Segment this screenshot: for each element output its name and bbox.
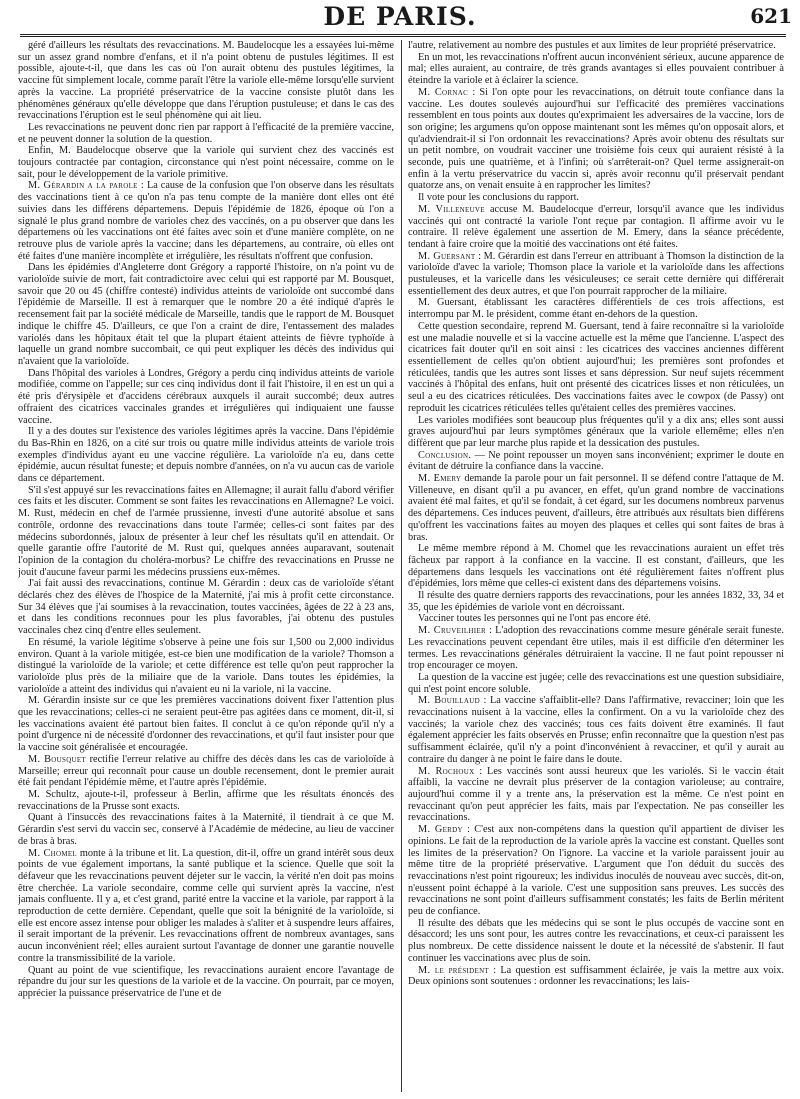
- paragraph-text: Le même membre répond à M. Chomel que les revaccinations auraient un effet très fâcheux par rapport à la confiance en la vaccine. Il est constant, d'ailleurs, que les départemens dans lesquels les vaccinations ont été régulièrement faites n'offrent plus d'épidémies, lors même que celles-ci existent dans des départemens voisins.: [408, 543, 784, 590]
- column-divider: [401, 40, 402, 1092]
- paragraph: [18, 145, 394, 180]
- paragraph-text: : La question est suffisamment éclairée, je vais la mettre aux voix. Deux opinions sont soutenues : ordonner les revaccinations; les lais-: [408, 964, 784, 988]
- paragraph: [18, 695, 394, 754]
- speaker-name: M. Cornac: [418, 86, 469, 98]
- paragraph-text: En résumé, la variole légitime s'observe à peine une fois sur 1,500 ou 2,000 individus environ. Quant à la variole mitigée, est-ce bien une modification de la variole? Thomson a distingué la varioloïde de la variole; et cette différence est telle qu'on peut rapprocher la varioloïde plus près de la miliaire que de la variole. Dans toutes les épidémies, la varioloïde a atteint des individus qui n'avaient eu ni la variole, ni la vaccine.: [18, 636, 394, 695]
- paragraph: [408, 965, 784, 988]
- paragraph: [408, 297, 784, 320]
- paragraph: [18, 485, 394, 579]
- paragraph-text: Il vote pour les conclusions du rapport.: [418, 192, 579, 204]
- paragraph-text: accuse M. Baudelocque d'erreur, lorsqu'il avance que les individus vaccinés qui ont contracté la variole l'ont reçue par contagion. Il affirme avoir vu le contraire. Il relève également une assertion de M. Emery, dans la séance précédente, tendant à faire croire que la moitié des vaccinations ont été faites.: [408, 203, 784, 250]
- paragraph: [18, 180, 394, 262]
- paragraph-text: Quant à l'insuccès des revaccinations faites à la Maternité, il tiendrait à ce que M. Gérardin s'est servi du vaccin sec, conservé à l'Académie de médecine, au lieu de vacciner de bras à bras.: [18, 812, 394, 847]
- paragraph: [18, 754, 394, 789]
- paragraph-text: Cette question secondaire, reprend M. Guersant, tend à faire reconnaître si la varioloïde est une maladie nouvelle et si la vaccine actuelle est la même que l'ancienne. L'aspect des cicatrices fait douter qu'il en soit ainsi : les cicatrices des vaccines anciennes diffèrent essentiellement de celles qu'on obtient aujourd'hui; les premières sont profondes et réticulées, tandis que les autres sont lisses et sans dépression. Sur neuf sujets récemment vaccinés à l'hôpital des enfans, huit ont présenté des cicatrices lisses et non réticulées, un seul a eu des cicatrices réticulées. Des vaccinations faites avec le cowpox (de Passy) ont reproduit les cicatrices réticulées telles qu'étaient celles des premières vaccines.: [408, 320, 784, 414]
- header-rule: [20, 34, 786, 37]
- paragraph-text: En un mot, les revaccinations n'offrent aucun inconvénient sérieux, aucune apparence de mal; elles auraient, au contraire, de très grands avantages si elles pouvaient contribuer à éteindre la variole et à éclairer la science.: [408, 51, 784, 87]
- speaker-name: M. Emery: [418, 473, 462, 485]
- speaker-name: M. Cruveilhier: [418, 625, 486, 637]
- speaker-name: Conclusion.: [418, 449, 472, 461]
- paragraph: [18, 812, 394, 847]
- right-column: [408, 40, 784, 1096]
- speaker-name: M. le président: [418, 964, 490, 976]
- speaker-name: M. Gérardin a la parole :: [28, 180, 145, 192]
- paragraph: [408, 672, 784, 695]
- paragraph: [408, 52, 784, 87]
- paragraph-text: M. Schultz, ajoute-t-il, professeur à Berlin, affirme que les résultats énoncés des revaccinations de la Prusse sont exacts.: [18, 789, 394, 812]
- paragraph: [18, 789, 394, 812]
- paragraph: [408, 204, 784, 251]
- paragraph: [408, 543, 784, 590]
- paragraph-text: Les revaccinations ne peuvent donc rien par rapport à l'efficacité de la première vaccine, et ne peuvent donner la solution de la question.: [18, 121, 394, 145]
- paragraph: [408, 251, 784, 298]
- paragraph-text: M. Gérardin insiste sur ce que les premières vaccinations doivent fixer l'attention plus que les revaccinations; celles-ci ne seraient peut-être pas agitées dans ce moment, dit-il, si les vaccinations avaient été partout bien faites. Il conclut à ce qu'on réponde qu'il n'y a point d'urgence ni de nécessité d'ordonner des revaccinations, et qu'il faut insister pour que la vaccine soit généralisée et encouragée.: [18, 695, 394, 754]
- paragraph-text: l'autre, relativement au nombre des pustules et aux limites de leur propriété préservatrice.: [408, 40, 776, 51]
- paragraph-text: Enfin, M. Baudelocque observe que la variole qui survient chez des vaccinés est toujours contractée par contagion, circonstance qui n'est point nécessaire, comme on le sait, pour le développement de la variole primitive.: [18, 145, 394, 180]
- paragraph-text: : La vaccine s'affaiblit-elle? Dans l'affirmative, revacciner; loin que les revaccinations nuisent à la vaccine, elles la confirment. On a vu la varioloïde chez des vaccinés; la variole chez des vaccinés; tous ces faits doivent être examinés. Il faut également apprécier les faits observés en Prusse; enfin reconnaître que la question n'est pas suffisamment éclairée, qu'il n'y a point d'inconvénient à revacciner, et qu'il y aurait au contraire du danger à ne point le faire dans le doute.: [408, 695, 784, 765]
- paragraph: [408, 766, 784, 825]
- paragraph: [408, 192, 784, 204]
- paragraph-text: : L'adoption des revaccinations comme mesure générale serait funeste. Les revaccinations peuvent cependant être utiles, mais il est difficile d'en déterminer les termes. Les revaccinations générales détruiraient la vaccine. Il ne faut point repousser ni trop encourager ce moyen.: [408, 625, 784, 672]
- paragraph-text: rectifie l'erreur relative au chiffre des décès dans les cas de varioloïde à Marseille; erreur qui reconnaît pour cause un double recensement, dont le premier aurait été fait pendant l'épidémie même, et l'autre après l'épidémie.: [18, 753, 394, 789]
- running-head-title: DE PARIS.: [323, 2, 477, 31]
- paragraph: [408, 415, 784, 450]
- page-header: [0, 0, 800, 34]
- paragraph: [408, 590, 784, 613]
- paragraph-text: — Ne point repousser un moyen sans inconvénient; exprimer le doute en évitant de détruire la confiance dans la vaccine.: [408, 449, 784, 473]
- paragraph: [408, 625, 784, 672]
- page-number: 621: [750, 4, 792, 28]
- paragraph-text: Vacciner toutes les personnes qui ne l'ont pas encore été.: [418, 613, 651, 625]
- paragraph: [18, 578, 394, 637]
- paragraph-text: Dans l'hôpital des varioles à Londres, Grégory a perdu cinq individus atteints de variole modifiée, comme on l'appelle; sur ces cinq individus dont il fait l'histoire, il en est un qui a été pris d'érysipèle et d'accidens cérébraux auxquels il aurait succombé; deux autres offraient des cicatrices vaccinales grandes et irrégulières qui indiquaient une fausse vaccine.: [18, 367, 394, 426]
- paragraph-text: La question de la vaccine est jugée; celle des revaccinations est une question subsidiaire, qui n'est point encore soluble.: [408, 671, 784, 695]
- speaker-name: M. Bousquet: [28, 753, 87, 765]
- paragraph-text: : Si l'on opte pour les revaccinations, on détruit toute confiance dans la vaccine. Les doutes soulevés aujourd'hui sur l'efficacité des premières vaccinations ressemblent en tous points aux doutes qu'exprimaient les adversaires de la vaccine, lors de son origine; les argumens qu'on oppose maintenant sont les mêmes qu'on opposait alors, et qu'adviendrait-il si l'on ordonnait les revaccinations? Après avoir obtenu des résultats sur un petit nombre, on voudrait vacciner une troisième fois ceux qui auraient résisté à la seconde, puis une quatrième, et à l'infini; où s'arrêterait-on? Quel terme assignerait-on enfin à la vertu préservatrice du vaccin si, après avoir reconnu qu'il préservait pendant quatorze ans, on venait ensuite à en rapprocher les limites?: [408, 86, 784, 192]
- paragraph-text: demande la parole pour un fait personnel. Il se défend contre l'attaque de M. Villeneuve, en disant qu'il a pu avancer, en effet, qu'un grand nombre de vaccinations avaient été mal faites, et qu'il se fondait, à cet égard, sur les documens nombreux parvenus des départemens. Ces induces peuvent, d'ailleurs, être attribués aux résultats bien différens qu'offrent les vaccinations faites au moyen des plaques et celles qui sont faites de bras à bras.: [408, 473, 784, 543]
- paragraph-text: J'ai fait aussi des revaccinations, continue M. Gérardin : deux cas de varioloïde s'étant déclarés chez des élèves de l'hospice de la Maternité, j'ai mis à profit cette circonstance. Sur 34 élèves que j'ai soumises à la revaccination, toutes vaccinées, âgées de 22 à 23 ans, et dans les conditions reconnues pour les plus favorables, j'ai obtenu des pustules vaccinales chez cinq d'entre elles seulement.: [18, 578, 394, 637]
- paragraph: [18, 965, 394, 1000]
- paragraph-text: monte à la tribune et lit. La question, dit-il, offre un grand intérêt sous deux points de vue également importans, la santé publique et la science. Quelle que soit la défaveur que les revaccinations peuvent déjeter sur le vaccin, la vérité n'en doit pas moins être cherchée. La variole secondaire, comme celle qui survient après la vaccine, n'est jamais confluente. Il y a, et c'est grand, parité entre la vaccine et la variole, par rapport à la reproduction de cette dernière. Cependant, quelle que soit la bénignité de la varioloïde, si elle est encore assez intense pour obliger les malades à s'aliter et à suspendre leurs affaires, il serait important de la prévenir. Les revaccinations offrent de nombreux avantages, sans aucun inconvénient réel; elles auraient surtout l'avantage de donner une garantie nouvelle contre la transmissibilité de la variole.: [18, 847, 394, 964]
- paragraph-text: Il y a des doutes sur l'existence des varioles légitimes après la vaccine. Dans l'épidémie du Bas-Rhin en 1826, on a cité sur trois ou quatre mille individus atteints de variole trois exemples d'individus ayant eu une vaccine régulière. La varioloïde n'a eu, dans cette épidémie, aucun résultat funeste; et depuis nombre d'années, on n'a vu aucun cas de variole dans ce département.: [18, 426, 394, 485]
- paragraph-text: Il résulte des quatre derniers rapports des revaccinations, pour les années 1832, 33, 34 et 35, que les épidémies de variole vont en décroissant.: [408, 590, 784, 613]
- left-column: [18, 40, 394, 1096]
- paragraph-text: : C'est aux non-compétens dans la question qu'il appartient de diviser les opinions. Le fait de la reproduction de la variole après la vaccine est constant. Quelles sont les limites de la préservation? On l'ignore. La vaccine et la variole paraissent jouir au même titre de la propriété préservative. L'argument que l'on déduit du succès des revaccinations n'est point rigoureux; les individus inoculés de nouveau avec succès, dit-on, n'eussent point échappé à la variole. C'est une supposition sans preuves. Les succès des revaccinations ne sont point d'ailleurs suffisamment constatés; les faits de Berlin méritent peu de confiance.: [408, 824, 784, 918]
- paragraph: [18, 40, 394, 122]
- paragraph-text: S'il s'est appuyé sur les revaccinations faites en Allemagne; il aurait fallu d'abord vérifier ces faits et les discuter. Comment se sont faites les revaccinations en Allemagne? Le voici. M. Rust, médecin en chef de l'armée prussienne, investi d'une autorité absolue et sans contrôle, ordonne des revaccinations dans toute l'armée; celles-ci sont faites par des médecins subordonnés, jaloux de présenter à leur chef les résultats qu'il en attendait. Or quelle garantie offre l'autorité de M. Rust qui, quelques années auparavant, soutenait l'opinion de la contagion du choléra-morbus? Le chiffre des revaccinations en Prusse ne jouit d'aucune faveur parmi les médecins prussiens eux-mêmes.: [18, 484, 394, 578]
- paragraph: [408, 824, 784, 918]
- paragraph: [18, 848, 394, 965]
- paragraph: [408, 918, 784, 965]
- paragraph: [408, 613, 784, 625]
- paragraph: [18, 262, 394, 367]
- paragraph: [18, 426, 394, 485]
- paragraph-text: Les varioles modifiées sont beaucoup plus fréquentes qu'il y a dix ans; elles sont aussi graves aujourd'hui par leurs symptômes généraux que la variole ellemême; elles n'en diffèrent que par leur marche plus rapide et la dessication des pustules.: [408, 414, 784, 449]
- speaker-name: M. Chomel: [28, 847, 78, 859]
- speaker-name: M. Guersant: [418, 250, 476, 262]
- paragraph: [408, 321, 784, 415]
- paragraph-text: géré d'ailleurs les résultats des revaccinations. M. Baudelocque les a essayées lui-même sur un assez grand nombre d'enfans, et il n'a point obtenu de pustules légitimes. Il est possible, ajoute-t-il, que dans les cas où l'on aurait obtenu des pustules légitimes, la vaccine fût simplement locale, comme paraît l'être la variole elle-même lorsqu'elle survient après la vaccine. La propriété préservatrice de la vaccine consiste plutôt dans les phénomènes généraux qu'elle développe que dans l'éruption pustuleuse; et dans le cas des revaccinations l'éruption est le seul phénomène qui ait lieu.: [18, 40, 394, 122]
- paragraph: [408, 450, 784, 473]
- paragraph: [18, 122, 394, 145]
- paragraph-text: Quant au point de vue scientifique, les revaccinations auraient encore l'avantage de répandre du jour sur les questions de la variole et de la vaccine. On pourrait, par ce moyen, apprécier la puissance préservatrice de l'une et de: [18, 964, 394, 999]
- speaker-name: M. Bouillaud: [418, 695, 480, 707]
- paragraph: [408, 40, 784, 52]
- paragraph: [408, 87, 784, 192]
- speaker-name: M. Gerdy: [418, 824, 463, 836]
- paragraph-text: Il résulte des débats que les médecins qui se sont le plus occupés de vaccine sont en désaccord; les uns sont pour, les autres contre les revaccinations, et ceux-ci paraissent les plus nombreux. De cette dissidence naissent le doute et la nécessité de s'abstenir. Il faut continuer les vaccinations avec plus de soin.: [408, 917, 784, 964]
- paragraph-text: Dans les épidémies d'Angleterre dont Grégory a rapporté l'histoire, on n'a point vu de varioloïde suivie de mort, fait contradictoire avec celui qui est rapporté par M. Bousquet, savoir que 20 ou 45 (chiffre contesté) individus atteints de varioloïde ont succombé dans l'épidémie de Marseille. Il est à remarquer que le nombre 20 a été indiqué d'après le recensement fait par la société médicale de Marseille, tandis que le rapport de M. Bousquet indique le chiffre 45. D'ailleurs, ce que l'on a craint de dire, l'entassement des malades variolés dans les hôpitaux était tel que la plupart étaient atteints de fièvre typhoïde à laquelle un grand nombre succombait, ce qui peut expliquer les décès des individus qui n'avaient que la varioloïde.: [18, 262, 394, 367]
- paragraph-text: : M. Gérardin est dans l'erreur en attribuant à Thomson la distinction de la varioloïde d'avec la variole; Thomson place la variole et la varioloïde dans les affections pustuleuses, et la varicelle dans les vésiculeuses; ce serait cette dernière qui différerait essentiellement des deux autres, et que l'on pourrait rapprocher de la miliaire.: [408, 250, 784, 297]
- paragraph: [18, 368, 394, 427]
- speaker-name: M. Villeneuve: [418, 203, 485, 215]
- paragraph-text: M. Guersant, établissant les caractères différentiels de ces trois affections, est interrompu par M. le président, comme étant en-dehors de la question.: [408, 297, 784, 321]
- paragraph: [408, 473, 784, 543]
- paragraph-text: La cause de la confusion que l'on observe dans les résultats des vaccinations tient à ce qu'on n'a pas tenu compte de la manière dont elles ont été suivies dans les différens départemens. Depuis l'épidémie de 1826, époque où l'on a signalé le plus grand nombre de varioles chez des vaccinés, on a pu observer que dans les départemens où les vaccinations ont été faites avec soin et d'une manière complète, on ne retrouve plus de variole après la vaccine; dans les départemens, au contraire, où elles ont été faites d'une manière incomplète et irrégulière, les résultats n'offrent que confusion.: [18, 180, 394, 262]
- text-columns: [18, 40, 784, 1096]
- paragraph: [408, 695, 784, 765]
- speaker-name: M. Rochoux: [418, 765, 475, 777]
- paragraph-text: : Les vaccinés sont aussi heureux que les variolés. Si le vaccin était affaibli, la vaccine ne devrait plus préserver de la contagion varioleuse; au contraire, aujourd'hui comme il y a trente ans, la préservation est la même. Ce n'est point en revaccinant qu'on peut apprécier les faits, mais par l'expectation. Ne pas conseiller les revaccinations.: [408, 765, 784, 824]
- paragraph: [18, 637, 394, 696]
